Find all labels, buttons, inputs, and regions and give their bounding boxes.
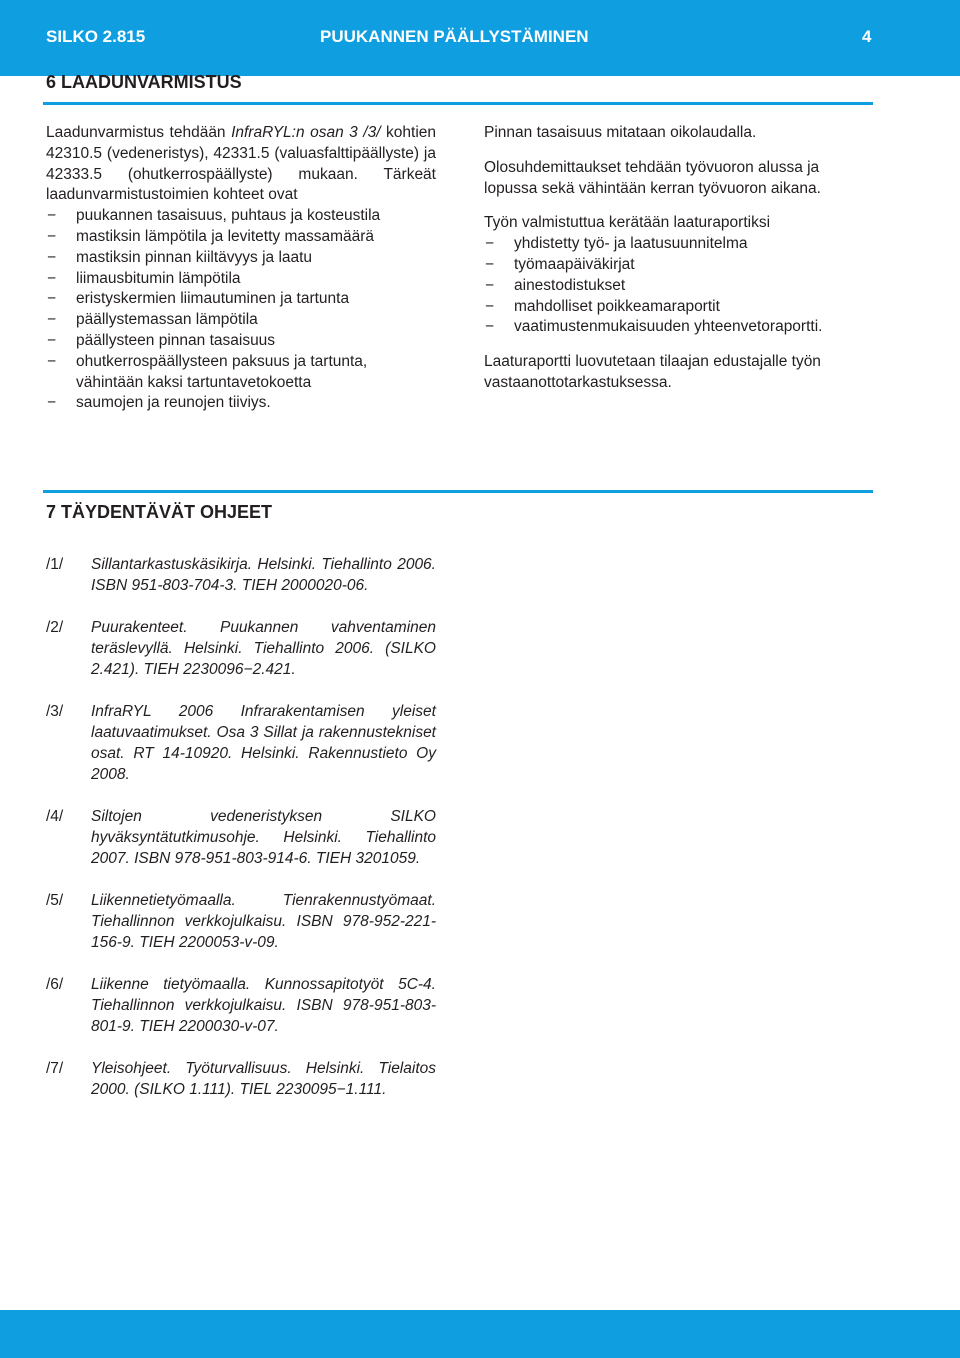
dash-bullet: − xyxy=(47,352,57,370)
dash-bullet: − xyxy=(485,235,495,253)
reference-text: Sillantarkastuskäsikirja. Helsinki. Tiehallinto 2006. ISBN 951-803-704-3. TIEH 2000020-06. xyxy=(91,556,436,594)
reference-number: /2/ xyxy=(46,619,64,636)
section-6-intro: Laadunvarmistus tehdään InfraRYL:n osan 3 /3/ kohtien 42310.5 (vedeneristys), 42331.5 (valuasfalttipäällyste) ja 42333.5 (ohutkerrospäällyste) mukaan. Tärkeät laadunvarmistustoimien kohteet ovat xyxy=(46,124,437,204)
dash-bullet: − xyxy=(47,269,57,287)
document-title: PUUKANNEN PÄÄLLYSTÄMINEN xyxy=(320,27,589,46)
list-item-text: yhdistetty työ- ja laatusuunnitelma xyxy=(514,235,748,253)
reference-number: /3/ xyxy=(46,703,64,720)
page-header xyxy=(0,0,960,76)
list-item-text: puukannen tasaisuus, puhtaus ja kosteustila xyxy=(76,207,381,225)
list-item-text: eristyskermien liimautuminen ja tartunta xyxy=(76,290,350,308)
list-item-text: työmaapäiväkirjat xyxy=(514,255,635,273)
list-item xyxy=(46,206,436,227)
page-number: 4 xyxy=(862,27,872,46)
dash-bullet: − xyxy=(485,255,495,273)
list-item xyxy=(46,227,436,248)
reference-text: Liikennetietyömaalla. Tienrakennustyömaat. Tiehallinnon verkkojulkaisu. ISBN 978-952-221-156-9. TIEH 2200053-v-09. xyxy=(91,892,436,951)
section-6-right-column xyxy=(484,123,874,394)
dash-bullet: − xyxy=(47,290,57,308)
list-item-text: päällysteen pinnan tasaisuus xyxy=(76,331,276,349)
dash-bullet: − xyxy=(47,248,57,266)
section-6-rule xyxy=(43,102,873,105)
list-item-text: ohutkerrospäällysteen paksuus ja tartunta, vähintään kaksi tartuntavetokoetta xyxy=(76,352,368,391)
list-item xyxy=(46,310,436,331)
dash-bullet: − xyxy=(47,207,57,225)
reference-item xyxy=(46,701,436,785)
reference-item xyxy=(46,1058,436,1100)
quality-report-intro: Työn valmistuttua kerätään laaturaportiksi xyxy=(484,214,771,232)
list-item-text: mahdolliset poikkeamaraportit xyxy=(514,297,720,315)
dash-bullet: − xyxy=(485,297,495,315)
document-code: SILKO 2.815 xyxy=(46,27,146,46)
reference-number: /4/ xyxy=(46,808,64,825)
flatness-paragraph: Pinnan tasaisuus mitataan oikolaudalla. xyxy=(484,124,757,141)
reference-text: InfraRYL 2006 Infrarakentamisen yleiset laatuvaatimukset. Osa 3 Sillat ja rakennustekniset osat. RT 14-10920. Helsinki. Rakennustieto Oy 2008. xyxy=(91,703,436,783)
section-6-title: 6 LAADUNVARMISTUS xyxy=(46,72,242,92)
dash-bullet: − xyxy=(47,331,57,349)
list-item xyxy=(46,393,436,414)
list-item xyxy=(484,317,874,338)
list-item xyxy=(46,269,436,290)
reference-item xyxy=(46,554,436,596)
reference-text: Liikenne tietyömaalla. Kunnossapitotyöt 5C-4. Tiehallinnon verkkojulkaisu. ISBN 978-951-803-801-9. TIEH 2200030-v-07. xyxy=(91,976,436,1035)
list-item xyxy=(484,276,874,297)
list-item xyxy=(46,248,436,269)
list-item xyxy=(484,297,874,318)
reference-item xyxy=(46,617,436,680)
section-6-left-column xyxy=(46,123,436,414)
reference-item xyxy=(46,974,436,1037)
footer-band xyxy=(0,1310,960,1358)
reference-text: Puurakenteet. Puukannen vahventaminen teräslevyllä. Helsinki. Tiehallinto 2006. (SILKO 2.421). TIEH 2230096−2.421. xyxy=(91,619,436,678)
list-item xyxy=(46,331,436,352)
dash-bullet: − xyxy=(47,311,57,329)
reference-text: Yleisohjeet. Työturvallisuus. Helsinki. Tielaitos 2000. (SILKO 1.111). TIEL 2230095−1.111. xyxy=(91,1060,436,1098)
conditions-paragraph: Olosuhdemittaukset tehdään työvuoron alussa ja lopussa sekä vähintään kerran työvuoron aikana. xyxy=(484,158,821,197)
list-item xyxy=(484,255,874,276)
list-item-text: liimausbitumin lämpötila xyxy=(76,269,241,287)
dash-bullet: − xyxy=(485,276,495,294)
list-item-text: saumojen ja reunojen tiiviys. xyxy=(76,394,271,412)
list-item-text: ainestodistukset xyxy=(514,276,626,294)
references-list xyxy=(46,554,436,1121)
list-item-text: mastiksin pinnan kiiltävyys ja laatu xyxy=(76,248,313,266)
list-item xyxy=(484,234,874,255)
reference-text: Siltojen vedeneristyksen SILKO hyväksyntätutkimusohje. Helsinki. Tiehallinto 2007. ISBN 978-951-803-914-6. TIEH 3201059. xyxy=(91,808,436,867)
reference-number: /1/ xyxy=(46,556,64,573)
handover-paragraph: Laaturaportti luovutetaan tilaajan edustajalle työn vastaanottotarkastuksessa. xyxy=(484,353,821,391)
quality-report-list xyxy=(484,234,874,338)
dash-bullet: − xyxy=(485,318,495,336)
list-item xyxy=(46,352,436,394)
section-7-title: 7 TÄYDENTÄVÄT OHJEET xyxy=(46,502,273,522)
list-item-text: mastiksin lämpötila ja levitetty massamäärä xyxy=(76,227,375,245)
reference-number: /7/ xyxy=(46,1060,64,1077)
reference-number: /6/ xyxy=(46,976,64,993)
reference-number: /5/ xyxy=(46,892,64,909)
infraryl-reference: InfraRYL:n osan 3 /3/ xyxy=(231,124,381,141)
reference-item xyxy=(46,806,436,869)
quality-targets-list xyxy=(46,206,436,414)
dash-bullet: − xyxy=(47,227,57,245)
section-7-rule xyxy=(43,490,873,493)
list-item-text: vaatimustenmukaisuuden yhteenvetoraportti. xyxy=(514,318,823,336)
dash-bullet: − xyxy=(47,394,57,412)
reference-item xyxy=(46,890,436,953)
list-item xyxy=(46,289,436,310)
list-item-text: päällystemassan lämpötila xyxy=(76,311,258,329)
